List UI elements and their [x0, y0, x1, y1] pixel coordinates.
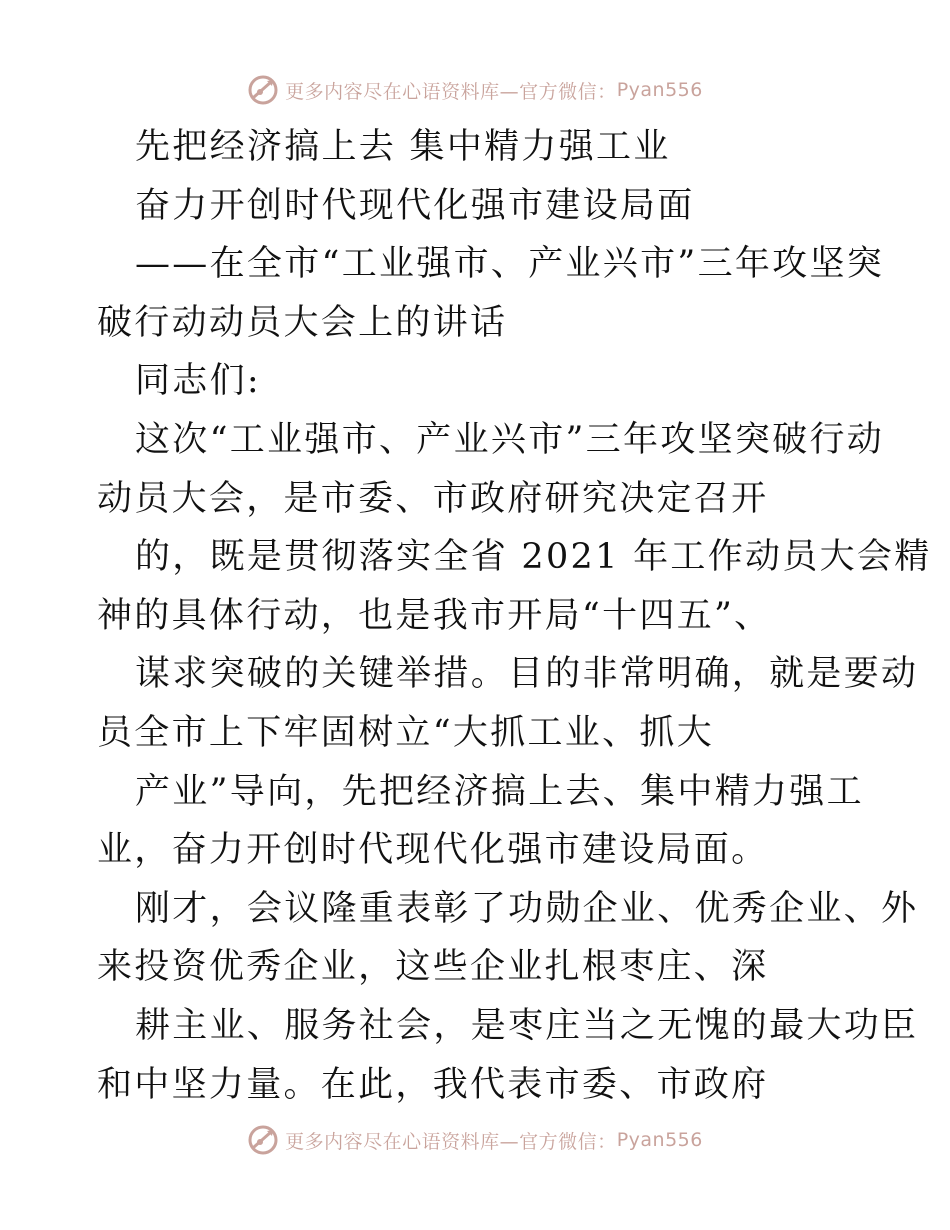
paragraph-line: 神的具体行动，也是我市开局“十四五”、: [97, 595, 772, 636]
paragraph-line: 产业”导向，先把经济搞上去、集中精力强工: [135, 771, 864, 812]
watermark-account: Pyan556: [616, 79, 703, 101]
paragraph-line: 耕主业、服务社会，是枣庄当之无愧的最大功臣: [135, 1005, 919, 1046]
title-line-2: 奋力开创时代现代化强市建设局面: [135, 185, 695, 226]
subtitle-line-1: ——在全市“工业强市、产业兴市”三年攻坚突: [135, 244, 885, 285]
watermark-logo-icon: [247, 74, 279, 106]
paragraph-line: 的，既是贯彻落实全省 2021 年工作动员大会精: [135, 537, 932, 578]
subtitle-line-2: 破行动动员大会上的讲话: [97, 302, 508, 343]
watermark-header: [0, 72, 950, 108]
watermark-account: Pyan556: [616, 1129, 703, 1151]
paragraph-line: 这次“工业强市、产业兴市”三年攻坚突破行动: [135, 419, 885, 460]
watermark-separator: —官方微信：: [499, 80, 617, 103]
paragraph-line: 来投资优秀企业，这些企业扎根枣庄、深: [97, 947, 769, 988]
paragraph-line: 刚才，会议隆重表彰了功勋企业、优秀企业、外: [135, 888, 919, 929]
watermark-logo-icon: [247, 1124, 279, 1156]
paragraph-line: 谋求突破的关键举措。目的非常明确，就是要动: [135, 654, 919, 695]
salutation: 同志们:: [135, 361, 261, 402]
paragraph-line: 业，奋力开创时代现代化强市建设局面。: [97, 830, 769, 871]
paragraph-line: 和中坚力量。在此，我代表市委、市政府: [97, 1064, 769, 1105]
title-line-1: 先把经济搞上去 集中精力强工业: [135, 127, 671, 167]
watermark-text: 更多内容尽在心语资料库: [285, 80, 500, 103]
watermark-text: 更多内容尽在心语资料库: [285, 1130, 500, 1153]
document-body: [97, 118, 932, 1114]
paragraph-line: 员全市上下牢固树立“大抓工业、抓大: [97, 712, 714, 753]
watermark-footer: [0, 1122, 950, 1158]
paragraph-line: 动员大会，是市委、市政府研究决定召开: [97, 478, 769, 519]
watermark-separator: —官方微信：: [499, 1130, 617, 1153]
